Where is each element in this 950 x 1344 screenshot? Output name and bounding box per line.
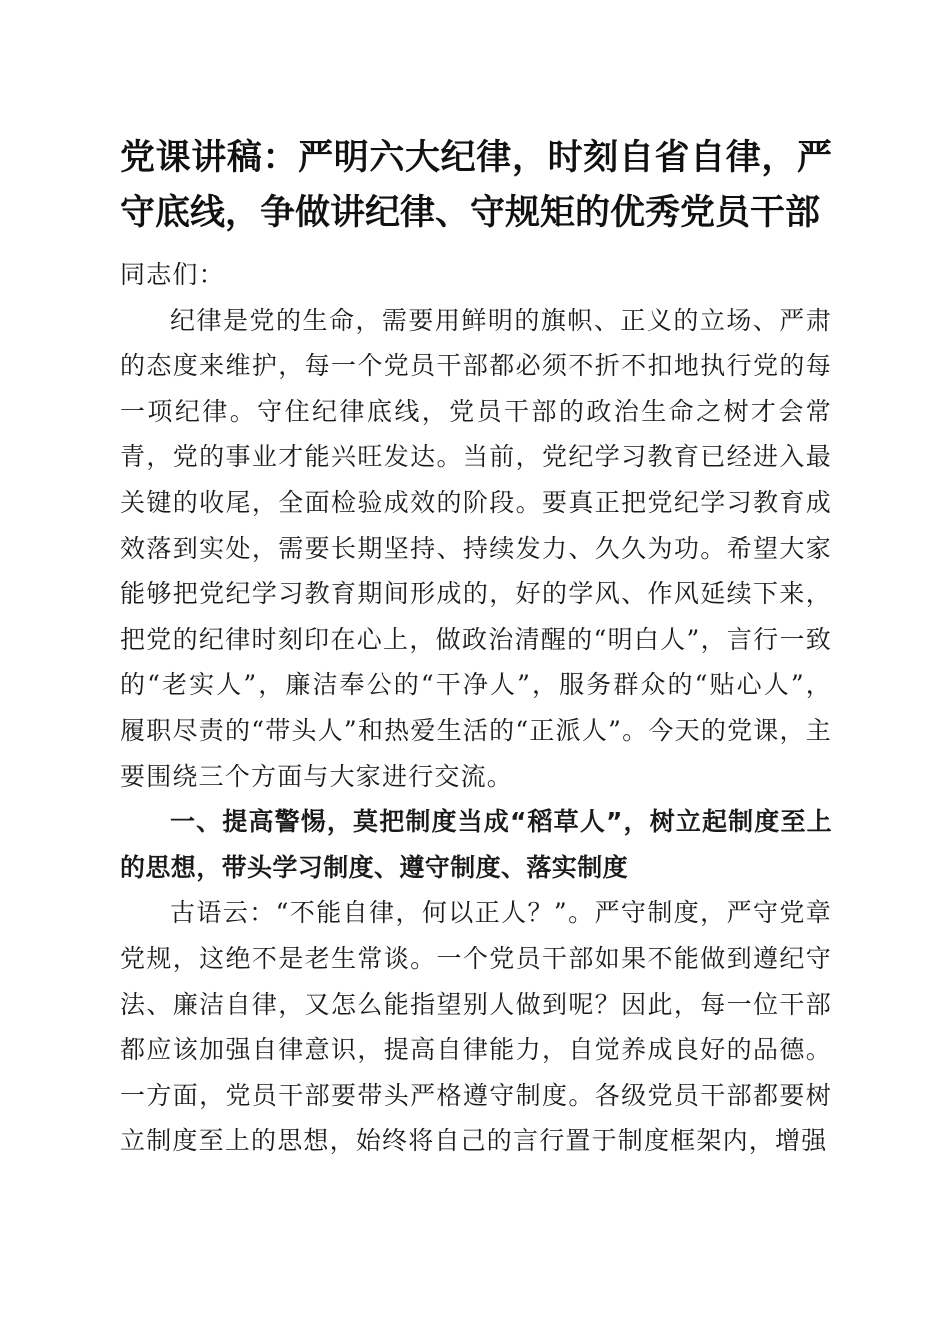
document-body xyxy=(120,252,832,1164)
page-title: 党课讲稿：严明六大纪律，时刻自省自律，严守底线，争做讲纪律、守规矩的优秀党员干部 xyxy=(120,137,832,233)
intro-paragraph: 纪律是党的生命，需要用鲜明的旗帜、正义的立场、严肃的态度来维护，每一个党员干部都必须不折不扣地执行党的每一项纪律。守住纪律底线，党员干部的政治生命之树才会常青，党的事业才能兴旺发达。当前，党纪学习教育已经进入最关键的收尾，全面检验成效的阶段。要真正把党纪学习教育成效落到实处，需要长期坚持、持续发力、久久为功。希望大家能够把党纪学习教育期间形成的，好的学风、作风延续下来，把党的纪律时刻印在心上，做政治清醒的“明白人”，言行一致的“老实人”，廉洁奉公的“干净人”，服务群众的“贴心人”，履职尽责的“带头人”和热爱生活的“正派人”。今天的党课，主要围绕三个方面与大家进行交流。 xyxy=(120,305,832,791)
section-1-paragraph: 古语云：“不能自律，何以正人？”。严守制度，严守党章党规，这绝不是老生常谈。一个党员干部如果不能做到遵纪守法、廉洁自律，又怎么能指望别人做到呢？因此，每一位干部都应该加强自律意识，提高自律能力，自觉养成良好的品德。一方面，党员干部要带头严格遵守制度。各级党员干部都要树立制度至上的思想，始终将自己的言行置于制度框架内，增强 xyxy=(120,898,832,1156)
salutation: 同志们： xyxy=(120,260,225,289)
section-heading-1: 一、提高警惕，莫把制度当成“稻草人”，树立起制度至上的思想，带头学习制度、遵守制度、落实制度 xyxy=(120,807,832,882)
